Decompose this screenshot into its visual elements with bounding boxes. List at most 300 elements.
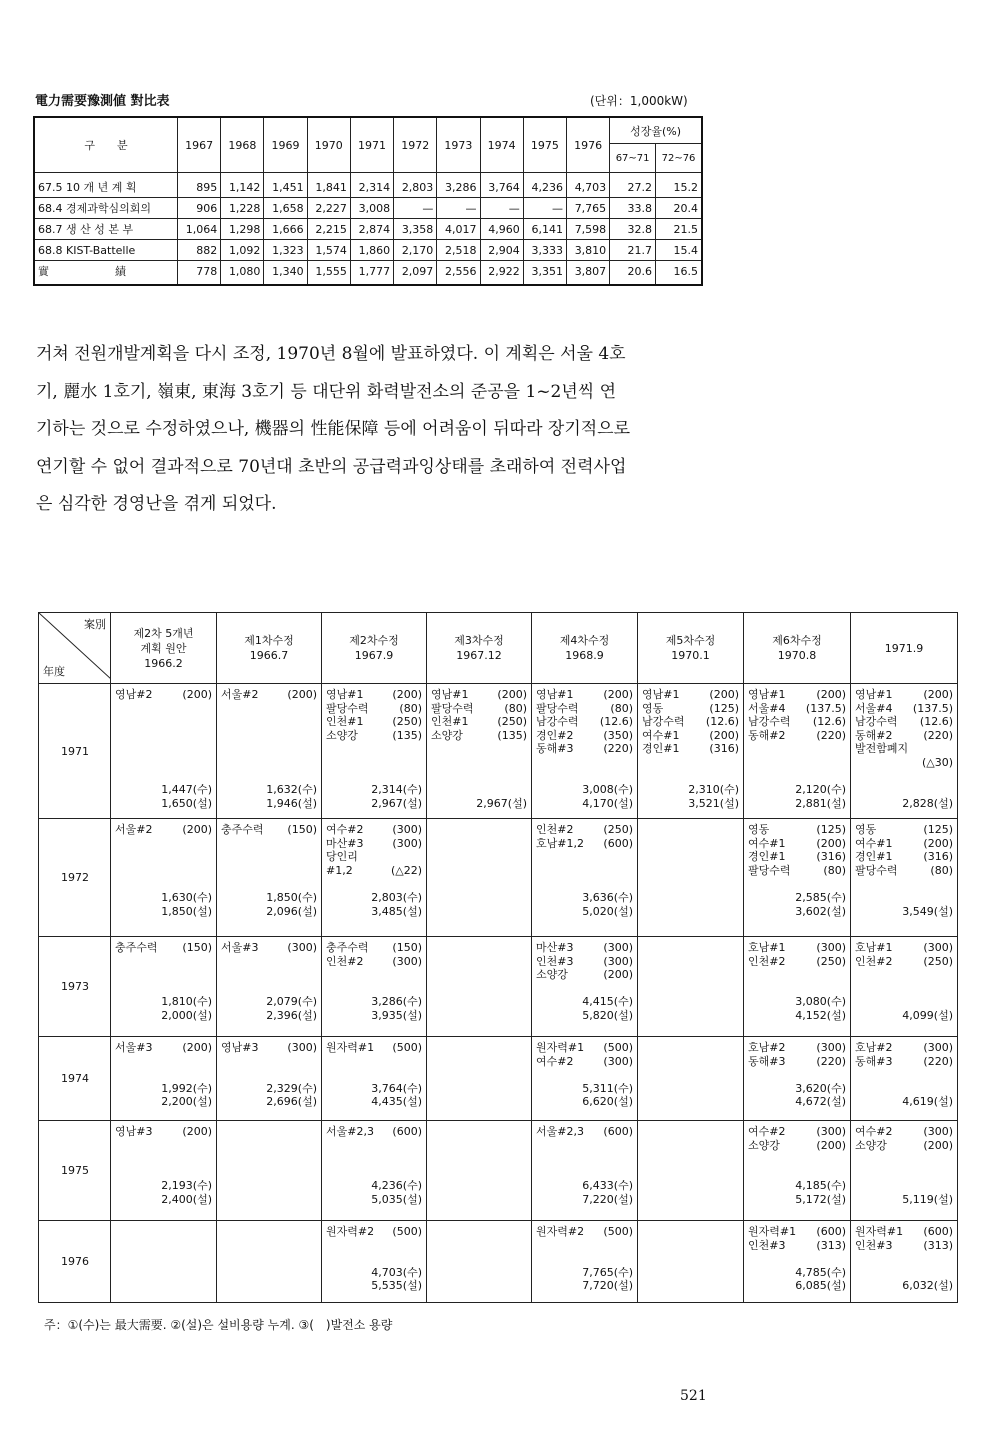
total-value: 4,170(설) [582, 796, 633, 810]
plant-name: 경인#2 [536, 728, 574, 742]
total-value: 3,008(수) [582, 783, 633, 797]
body-paragraph [36, 336, 706, 524]
plant-entry [855, 742, 953, 756]
plant-name: 영남#1 [855, 688, 893, 701]
plant-entry [748, 850, 846, 864]
plan-cell [322, 937, 427, 1037]
plant-entry [221, 688, 317, 702]
plan-cell [111, 819, 217, 937]
plan-cell [532, 937, 638, 1037]
growth-sub-header: 72~76 [656, 144, 702, 173]
plant-name: 인천#2 [748, 954, 786, 968]
value-cell: 3,358 [394, 219, 437, 240]
value-cell: 3,008 [350, 198, 393, 219]
year-label: 1972 [39, 819, 111, 937]
value-cell: 1,298 [221, 219, 264, 240]
plant-entry [748, 729, 846, 743]
plant-entry [855, 941, 953, 955]
plant-name: 영남#3 [115, 1125, 153, 1138]
total-value: 5,311(수) [582, 1081, 633, 1095]
plant-name: 여수#2 [536, 1054, 574, 1068]
total-value: 1,447(수) [161, 783, 212, 797]
plant-capacity: (80) [504, 701, 527, 715]
plant-capacity: (600) [923, 1225, 953, 1238]
spacer [748, 1152, 846, 1179]
value-cell: 15.2 [656, 173, 702, 198]
plan-cell [851, 819, 958, 937]
plant-capacity: (200) [923, 1138, 953, 1152]
total-value: 5,035(설) [371, 1192, 422, 1206]
value-cell: 2,227 [307, 198, 350, 219]
plant-name: 인천#2 [855, 954, 893, 968]
plant-entry [748, 702, 846, 716]
table1-unit: (단위：1,000kW) [590, 94, 688, 108]
year-label: 1974 [39, 1037, 111, 1121]
year-label: 1975 [39, 1121, 111, 1221]
total-value: 3,485(설) [371, 904, 422, 918]
plant-capacity: (12.6) [705, 715, 739, 729]
plant-entry [115, 688, 212, 702]
spacer [221, 702, 317, 784]
plant-entry [536, 1041, 633, 1055]
spacer [855, 770, 953, 797]
plant-capacity: (220) [816, 1054, 846, 1068]
plant-capacity: (200) [182, 688, 212, 701]
value-cell: 1,228 [221, 198, 264, 219]
spacer [748, 1068, 846, 1082]
plan-cell [111, 684, 217, 819]
plant-entry [748, 715, 846, 729]
year-header: 1967 [178, 117, 221, 173]
plant-capacity: (300) [392, 954, 422, 968]
total-value: 1,650(설) [161, 796, 212, 810]
total-value: 1,992(수) [161, 1081, 212, 1095]
total-value: 2,120(수) [795, 783, 846, 797]
value-cell: 3,810 [566, 240, 609, 261]
forecast-row [34, 240, 702, 261]
plan-cell [322, 1221, 427, 1303]
value-cell: 2,904 [480, 240, 523, 261]
total-value: 2,314(수) [371, 783, 422, 797]
plant-name: 여수#1 [855, 836, 893, 850]
plant-capacity: (150) [182, 941, 212, 954]
plant-name: 인천#3 [536, 954, 574, 968]
plant-capacity: (350) [603, 728, 633, 742]
total-value: 3,620(수) [795, 1081, 846, 1095]
plant-name: 경인#1 [855, 850, 893, 864]
plan-cell [322, 1037, 427, 1121]
plant-entry [326, 864, 422, 878]
value-cell: 3,807 [566, 261, 609, 286]
plant-capacity: (316) [709, 742, 739, 756]
revision-header-line: 1970.8 [777, 649, 817, 662]
plant-name: 동해#3 [855, 1054, 893, 1068]
plant-entry [326, 729, 422, 743]
plant-entry [221, 1041, 317, 1055]
revision-header [322, 613, 427, 684]
plant-capacity: (250) [923, 954, 953, 968]
plant-capacity: (△22) [390, 863, 422, 877]
total-value: 2,828(설) [902, 796, 953, 810]
plant-capacity: (200) [816, 1138, 846, 1152]
plan-cell [638, 1037, 744, 1121]
plant-name: 여수#2 [326, 823, 364, 836]
plant-name: 영남#2 [115, 688, 153, 701]
year-header: 1973 [437, 117, 480, 173]
forecast-row [34, 198, 702, 219]
plant-entry [855, 955, 953, 969]
year-label: 1976 [39, 1221, 111, 1303]
plant-entry [536, 823, 633, 837]
plant-entry [748, 1239, 846, 1253]
forecast-row [34, 173, 702, 198]
value-cell: 7,765 [566, 198, 609, 219]
total-value: 2,079(수) [266, 995, 317, 1009]
corner-header [39, 613, 111, 684]
plant-name: 팔당수력 [326, 701, 369, 715]
total-value: 4,415(수) [582, 995, 633, 1009]
plant-capacity: (12.6) [919, 715, 953, 729]
plant-entry [431, 702, 527, 716]
plant-entry [748, 837, 846, 851]
total-value: 2,967(설) [371, 796, 422, 810]
plant-capacity: (313) [816, 1238, 846, 1252]
plant-entry [748, 955, 846, 969]
row-label: 68.7 생 산 성 본 부 [34, 219, 178, 240]
total-value: 4,099(설) [902, 1008, 953, 1022]
year-row [39, 1121, 958, 1221]
plant-capacity: (300) [603, 941, 633, 954]
spacer [642, 756, 739, 783]
plant-name: 영남#1 [431, 688, 469, 701]
total-value: 6,433(수) [582, 1179, 633, 1193]
row-label: 實 績 [34, 261, 178, 286]
plant-capacity: (125) [709, 701, 739, 715]
plant-name: 인천#2 [326, 954, 364, 968]
revision-header-line: 제6차수정 [772, 634, 822, 647]
spacer [855, 1152, 953, 1193]
year-header: 1968 [221, 117, 264, 173]
paragraph-line: 기, 麗水 1호기, 嶺東, 東海 3호기 등 대단위 화력발전소의 준공을 1~2년씩 연 [36, 381, 617, 402]
plant-entry [642, 729, 739, 743]
plant-capacity: (250) [497, 715, 527, 729]
plant-entry [536, 837, 633, 851]
revision-header-line: 제5차수정 [665, 634, 716, 647]
plant-name: 인천#3 [855, 1238, 893, 1252]
plant-capacity: (220) [603, 742, 633, 756]
plant-entry [536, 941, 633, 955]
revision-header-line: 제4차수정 [559, 634, 610, 647]
plant-capacity: (300) [816, 1125, 846, 1138]
total-value: 7,720(설) [582, 1279, 633, 1293]
value-cell: 20.4 [656, 198, 702, 219]
plan-cell [427, 1221, 532, 1303]
plant-name: 인천#2 [536, 823, 574, 836]
paragraph-line: 은 심각한 경영난을 겪게 되었다. [36, 494, 277, 514]
plant-capacity: (200) [603, 688, 633, 701]
revision-header-line: 제2차수정 [349, 634, 399, 647]
plant-name: 여수#2 [748, 1125, 786, 1138]
plant-name: 발전함폐지 [855, 742, 909, 756]
spacer [748, 742, 846, 783]
plant-name: 경인#1 [748, 850, 786, 864]
total-value: 4,619(설) [902, 1095, 953, 1109]
value-cell: 27.2 [610, 173, 656, 198]
plan-cell [851, 1221, 958, 1303]
plant-entry [855, 850, 953, 864]
spacer [326, 877, 422, 891]
value-cell: 33.8 [610, 198, 656, 219]
plant-capacity: (150) [287, 823, 317, 836]
value-cell: 1,841 [307, 173, 350, 198]
total-value: 1,632(수) [266, 783, 317, 797]
value-cell: 2,518 [437, 240, 480, 261]
plan-cell [427, 819, 532, 937]
spacer [221, 1055, 317, 1082]
plant-name: 소양강 [855, 1138, 887, 1152]
value-cell: 2,556 [437, 261, 480, 286]
plant-capacity: (80) [399, 701, 422, 715]
plant-name: 마산#3 [536, 941, 574, 954]
spacer [536, 1068, 633, 1082]
plant-name: 호남#2 [855, 1041, 893, 1054]
plant-capacity: (300) [287, 1041, 317, 1054]
plan-cell [111, 1221, 217, 1303]
corner-top-label: 案別 [84, 618, 106, 631]
plant-entry [221, 823, 317, 837]
plant-capacity: (200) [816, 688, 846, 701]
value-cell: 32.8 [610, 219, 656, 240]
plant-capacity: (300) [816, 1041, 846, 1054]
total-value: 2,000(설) [161, 1008, 212, 1022]
spacer [326, 968, 422, 995]
plant-entry [855, 688, 953, 702]
revision-header-line: 제1차수정 [244, 634, 294, 647]
year-header: 1971 [350, 117, 393, 173]
value-cell: 1,064 [178, 219, 221, 240]
spacer [115, 1139, 212, 1180]
spacer [536, 756, 633, 783]
value-cell: — [523, 198, 566, 219]
value-cell: 1,142 [221, 173, 264, 198]
year-header: 1975 [523, 117, 566, 173]
plant-entry [642, 715, 739, 729]
value-cell: 4,703 [566, 173, 609, 198]
plan-cell [217, 819, 322, 937]
value-cell: 16.5 [656, 261, 702, 286]
revision-header-line: 1970.1 [671, 649, 710, 662]
plant-capacity: (200) [392, 688, 422, 701]
spacer [326, 742, 422, 783]
total-value: 2,803(수) [371, 890, 422, 904]
plan-cell [427, 937, 532, 1037]
plant-capacity: (500) [603, 1041, 633, 1054]
revision-header [217, 613, 322, 684]
year-header: 1972 [394, 117, 437, 173]
plant-entry [221, 941, 317, 955]
plant-entry [536, 702, 633, 716]
plant-name: 서울#2,3 [536, 1125, 584, 1138]
revision-header [744, 613, 851, 684]
plan-cell [744, 1221, 851, 1303]
plant-entry [326, 1225, 422, 1239]
plant-capacity: (137.5) [805, 701, 846, 715]
plant-name: 서울#2 [115, 823, 153, 836]
plant-entry [748, 1225, 846, 1239]
value-cell: 2,097 [394, 261, 437, 286]
total-value: 3,764(수) [371, 1081, 422, 1095]
plant-entry [748, 1125, 846, 1139]
total-value: 2,967(설) [476, 796, 527, 810]
total-value: 2,881(설) [795, 796, 846, 810]
revision-header-line: 1967.9 [354, 649, 394, 662]
total-value: 4,152(설) [795, 1008, 846, 1022]
plant-entry [536, 715, 633, 729]
revision-header-line: 1966.2 [144, 656, 183, 670]
plant-capacity: (600) [603, 836, 633, 850]
plant-name: 충주수력 [115, 941, 158, 954]
plant-entry [115, 1041, 212, 1055]
plant-name: 소양강 [748, 1138, 780, 1152]
value-cell: 2,922 [480, 261, 523, 286]
plant-capacity: (300) [392, 823, 422, 836]
plant-capacity: (200) [923, 836, 953, 850]
plant-entry [326, 1041, 422, 1055]
value-cell: 4,236 [523, 173, 566, 198]
value-cell: 3,764 [480, 173, 523, 198]
plant-capacity: (200) [923, 688, 953, 701]
revision-header-line: 계획 원안 [140, 641, 187, 655]
spacer [221, 955, 317, 996]
plant-capacity: (316) [923, 850, 953, 864]
value-cell: 2,215 [307, 219, 350, 240]
value-cell: 778 [178, 261, 221, 286]
plant-entry [326, 850, 422, 864]
total-value: 4,672(설) [795, 1095, 846, 1109]
plant-entry [326, 702, 422, 716]
plant-name: 여수#1 [748, 836, 786, 850]
plant-entry [855, 1225, 953, 1239]
paragraph-line: 연기할 수 없어 결과적으로 70년대 초반의 공급력과잉상태를 초래하여 전력사업 [36, 456, 627, 477]
plant-entry [855, 1055, 953, 1069]
plant-entry [748, 941, 846, 955]
total-value: 2,585(수) [795, 890, 846, 904]
value-cell: 1,555 [307, 261, 350, 286]
year-header: 1970 [307, 117, 350, 173]
plant-capacity: (200) [709, 688, 739, 701]
plant-name: 팔당수력 [536, 701, 579, 715]
spacer [326, 1239, 422, 1266]
year-header: 1974 [480, 117, 523, 173]
plan-cell [638, 937, 744, 1037]
plant-capacity: (135) [497, 728, 527, 742]
year-row [39, 1221, 958, 1303]
total-value: 2,329(수) [266, 1081, 317, 1095]
plan-cell [217, 1221, 322, 1303]
spacer [855, 968, 953, 1009]
plan-cell [744, 819, 851, 937]
plant-name: 동해#2 [748, 728, 786, 742]
plant-name: 인천#3 [748, 1238, 786, 1252]
plant-entry [326, 1125, 422, 1139]
plan-cell [851, 937, 958, 1037]
forecast-row [34, 261, 702, 286]
plant-capacity: (125) [923, 823, 953, 836]
total-value: 1,630(수) [161, 890, 212, 904]
plant-name: #1,2 [326, 863, 353, 877]
plant-name: 호남#1 [748, 941, 786, 954]
value-cell: 1,323 [264, 240, 307, 261]
plant-capacity: (200) [497, 688, 527, 701]
plant-name: 동해#3 [536, 742, 574, 756]
plan-cell [744, 937, 851, 1037]
value-cell: 3,351 [523, 261, 566, 286]
plant-entry [536, 955, 633, 969]
total-value: 4,703(수) [371, 1265, 422, 1279]
plant-entry [748, 1139, 846, 1153]
page-number: 521 [680, 1388, 707, 1404]
plant-entry [855, 864, 953, 878]
plant-name: 소양강 [431, 728, 463, 742]
value-cell: 1,340 [264, 261, 307, 286]
plant-name: 소양강 [536, 968, 568, 982]
total-value: 1,946(설) [266, 796, 317, 810]
plant-capacity: (80) [610, 701, 633, 715]
plant-entry [431, 729, 527, 743]
plant-capacity: (300) [287, 941, 317, 954]
plant-name: 영남#1 [642, 688, 680, 701]
plant-name: 호남#1,2 [536, 836, 584, 850]
plant-entry [536, 1055, 633, 1069]
year-row [39, 1037, 958, 1121]
plant-entry [748, 823, 846, 837]
total-value: 5,119(설) [902, 1192, 953, 1206]
total-value: 4,236(수) [371, 1179, 422, 1193]
plant-capacity: (150) [392, 941, 422, 954]
spacer [748, 877, 846, 891]
plan-cell [532, 1037, 638, 1121]
year-header: 1976 [566, 117, 609, 173]
plant-capacity: (316) [816, 850, 846, 864]
plant-capacity: (125) [816, 823, 846, 836]
year-row [39, 684, 958, 819]
plant-name: 원자력#1 [536, 1041, 585, 1054]
plant-capacity: (250) [392, 715, 422, 729]
power-plan-revision-table [38, 612, 958, 1303]
plant-entry [326, 941, 422, 955]
year-header: 1969 [264, 117, 307, 173]
plant-entry [855, 1139, 953, 1153]
spacer [536, 1139, 633, 1180]
total-value: 5,020(설) [582, 904, 633, 918]
plant-name: 영남#1 [326, 688, 364, 701]
value-cell: 3,286 [437, 173, 480, 198]
plant-name: 서울#3 [221, 941, 259, 954]
plant-capacity: (137.5) [912, 701, 953, 715]
value-cell: 882 [178, 240, 221, 261]
plan-cell [427, 684, 532, 819]
spacer [431, 742, 527, 796]
plant-name: 영남#1 [748, 688, 786, 701]
plant-capacity: (300) [392, 836, 422, 850]
plant-capacity: (300) [923, 1041, 953, 1054]
total-value: 2,400(설) [161, 1192, 212, 1206]
revision-header [638, 613, 744, 684]
plan-cell [744, 1037, 851, 1121]
plant-capacity: (△30) [921, 755, 953, 769]
plant-capacity: (250) [603, 823, 633, 836]
value-cell: — [394, 198, 437, 219]
